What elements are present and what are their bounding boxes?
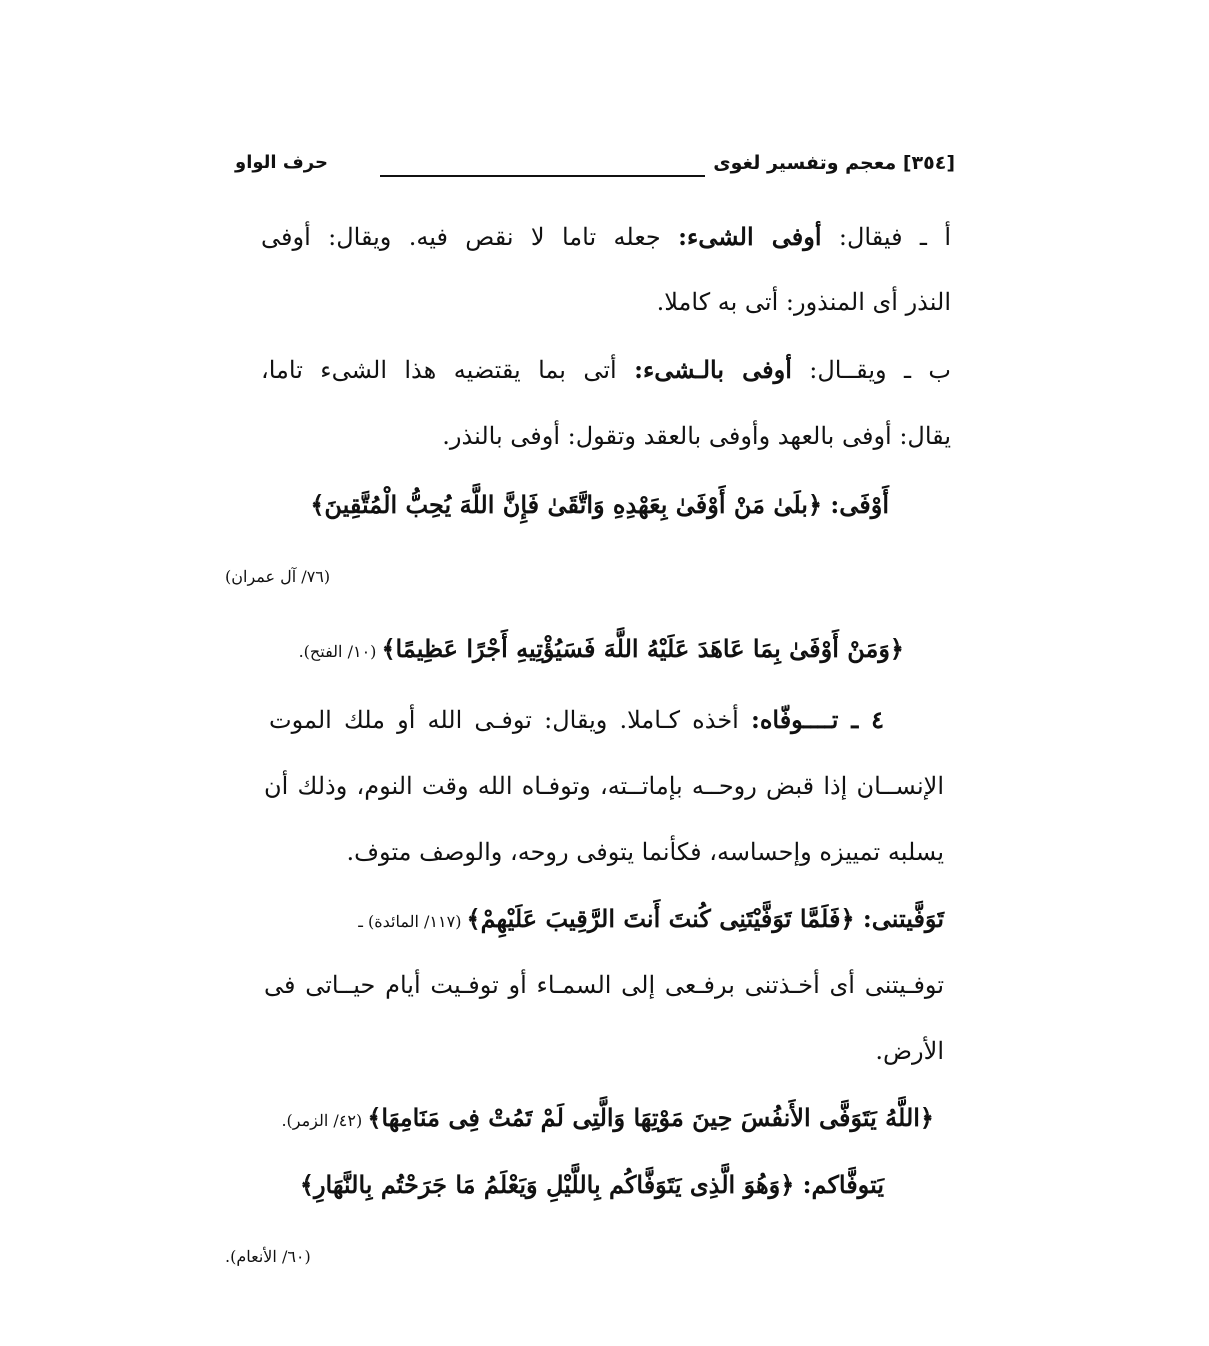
headword: تَوَفَّيتنى:: [854, 904, 944, 933]
headword: يَتوفَّاكم:: [794, 1170, 884, 1199]
paragraph-line-8: [269, 705, 884, 735]
quran-line-4: [281, 1103, 934, 1136]
paragraph-line-1: [261, 222, 951, 252]
text-run: جعله تاما لا نقص فيه. ويقال: أوفى: [261, 223, 679, 251]
verse-reference: (١١٧/ المائدة) ـ: [358, 912, 467, 931]
section-title: حرف الواو: [235, 152, 328, 173]
paragraph-line-13: الأرض.: [875, 1037, 944, 1065]
quran-verse: ﴿اللَّهُ يَتَوَفَّى الأَنفُسَ حِينَ مَوْتِهَا وَالَّتِى لَمْ تَمُتْ فِى مَنَامِهَا﴾: [367, 1103, 934, 1132]
quran-line-2: [299, 634, 904, 667]
page-header: [225, 152, 955, 192]
quran-line-5: [300, 1170, 884, 1200]
paragraph-line-10: يسلبه تمييزه وإحساسه، فكأنما يتوفى روحه، والوصف متوف.: [346, 838, 944, 866]
paragraph-line-4: يقال: أوفى بالعهد وأوفى بالعقد وتقول: أوفى بالنذر.: [442, 422, 951, 450]
text-run: ب ـ ويقــال:: [791, 356, 952, 384]
text-run: أخذه كـاملا. ويقال: توفـى الله أو ملك الموت: [269, 706, 751, 734]
verse-reference: (٤٢/ الزمر).: [281, 1111, 368, 1130]
headword: أَوْفَى:: [822, 490, 889, 519]
quran-verse: ﴿بلَىٰ مَنْ أَوْفَىٰ بِعَهْدِهِ وَاتَّقَىٰ فَإِنَّ اللَّهَ يُحِبُّ الْمُتَّقِينَ﴾: [310, 490, 823, 519]
verse-reference: (٧٦/ آل عمران): [225, 567, 331, 586]
running-title: [٣٥٤] معجم وتفسير لغوى: [713, 152, 955, 174]
quran-verse: ﴿فَلَمَّا تَوَفَّيْتَنِى كُنتَ أَنتَ الرَّقِيبَ عَلَيْهِمْ﴾: [466, 904, 855, 933]
verse-reference: (١٠/ الفتح).: [298, 642, 382, 661]
headword: أوفى الشىء:: [678, 222, 822, 251]
paragraph-line-3: [261, 355, 951, 385]
paragraph-line-12: توفـيتنى أى أخـذتنى برفـعى إلى السمـاء أو توفـيت أيام حيــاتى فى: [264, 971, 945, 999]
paragraph-line-9: الإنســان إذا قبض روحــه بإماتــته، وتوفـاه الله وقت النوم، وذلك أن: [264, 772, 944, 800]
text-run: أتى بما يقتضيه هذا الشىء تاما،: [261, 356, 635, 384]
quran-verse: ﴿وَمَنْ أَوْفَىٰ بِمَا عَاهَدَ عَلَيْهُ اللَّهَ فَسَيُؤْتِيهِ أَجْرًا عَظِيمًا﴾: [381, 634, 904, 663]
headword: ٤ ـ تــــوفّاه:: [750, 705, 884, 734]
quran-verse: ﴿وَهُوَ الَّذِى يَتَوَفَّاكُم بِاللَّيْلِ وَيَعْلَمُ مَا جَرَحْتُم بِالنَّهَارِ﴾: [299, 1170, 795, 1199]
text-run: أ ـ فيقال:: [821, 223, 951, 251]
quran-line-3: [358, 904, 944, 937]
verse-reference: (٦٠/ الأنعام).: [225, 1247, 311, 1266]
headword: أوفى بالـشىء:: [634, 355, 792, 384]
header-rule: [380, 175, 705, 177]
quran-line-1: [310, 490, 889, 520]
paragraph-line-2: النذر أى المنذور: أتى به كاملا.: [656, 288, 951, 316]
